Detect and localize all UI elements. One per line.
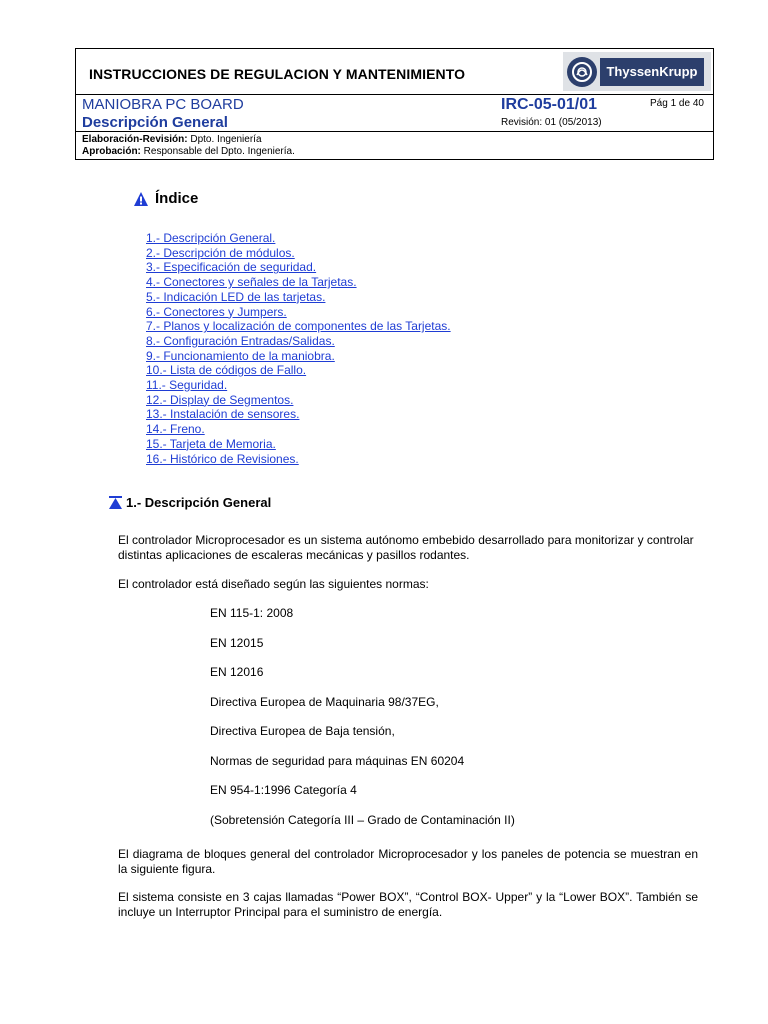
elaboracion-label: Elaboración-Revisión: xyxy=(82,134,188,145)
index-heading xyxy=(133,190,198,207)
aprobacion-line xyxy=(82,146,295,158)
toc-link-13[interactable]: 13.- Instalación de sensores. xyxy=(146,407,300,422)
table-of-contents xyxy=(146,231,451,466)
elaboracion-line xyxy=(82,134,295,146)
logo-emblem-icon xyxy=(567,57,597,87)
toc-link-16[interactable]: 16.- Histórico de Revisiones. xyxy=(146,451,299,466)
norm-item: Normas de seguridad para máquinas EN 60204 xyxy=(210,754,465,768)
warning-icon xyxy=(133,191,149,207)
document-main-title: INSTRUCCIONES DE REGULACION Y MANTENIMIENTO xyxy=(89,66,466,82)
section-1-heading xyxy=(109,495,271,510)
norm-item: EN 12015 xyxy=(210,636,264,650)
thyssenkrupp-logo xyxy=(563,52,711,91)
toc-link-11[interactable]: 11.- Seguridad. xyxy=(146,378,228,393)
norm-item: EN 954-1:1996 Categoría 4 xyxy=(210,783,357,797)
document-subtitle: MANIOBRA PC BOARD xyxy=(82,96,244,113)
document-code: IRC-05-01/01 xyxy=(501,96,598,113)
document-header xyxy=(75,48,714,160)
norm-item: EN 115-1: 2008 xyxy=(210,606,294,620)
section-1-heading-text: 1.- Descripción General xyxy=(126,495,272,510)
document-section-title: Descripción General xyxy=(82,114,228,131)
section-1-paragraph-2: El controlador está diseñado según las siguientes normas: xyxy=(118,577,429,591)
header-document-row xyxy=(76,94,713,132)
page-number: Pág 1 de 40 xyxy=(650,98,704,109)
aprobacion-value: Responsable del Dpto. Ingeniería. xyxy=(140,146,295,157)
toc-link-1[interactable]: 1.- Descripción General. xyxy=(146,231,276,245)
section-1-paragraph-1: El controlador Microprocesador es un sistema autónomo embebido desarrollado para monitorizar y controlar distintas aplicaciones de escaleras mecánicas y pasillos rodantes. xyxy=(118,533,694,562)
section-1-paragraph-3: El diagrama de bloques general del controlador Microprocesador y los paneles de potencia se muestran en la siguiente figura. xyxy=(118,847,698,876)
logo-wordmark: ThyssenKrupp xyxy=(600,58,704,86)
index-heading-text: Índice xyxy=(155,190,199,207)
aprobacion-label: Aprobación: xyxy=(82,146,141,157)
norm-item: Directiva Europea de Maquinaria 98/37EG, xyxy=(210,695,439,709)
elaboracion-value: Dpto. Ingeniería xyxy=(187,134,262,145)
toc-link-5[interactable]: 5.- Indicación LED de las tarjetas. xyxy=(146,289,326,304)
toc-link-10[interactable]: 10.- Lista de códigos de Fallo. xyxy=(146,363,307,378)
toc-link-4[interactable]: 4.- Conectores y señales de la Tarjetas. xyxy=(146,275,357,290)
norm-item: EN 12016 xyxy=(210,665,264,679)
toc-link-15[interactable]: 15.- Tarjeta de Memoria. xyxy=(146,436,276,451)
back-to-top-icon[interactable] xyxy=(109,496,122,509)
toc-link-12[interactable]: 12.- Display de Segmentos. xyxy=(146,392,294,407)
toc-link-8[interactable]: 8.- Configuración Entradas/Salidas. xyxy=(146,333,335,348)
toc-link-7[interactable]: 7.- Planos y localización de componentes de las Tarjetas. xyxy=(146,319,451,334)
toc-link-6[interactable]: 6.- Conectores y Jumpers. xyxy=(146,304,287,319)
toc-link-14[interactable]: 14.- Freno. xyxy=(146,422,205,437)
norm-item: (Sobretensión Categoría III – Grado de Contaminación II) xyxy=(210,813,515,827)
header-title-row xyxy=(76,49,713,94)
document-revision: Revisión: 01 (05/2013) xyxy=(501,117,602,128)
section-1-paragraph-4: El sistema consiste en 3 cajas llamadas “Power BOX”, “Control BOX- Upper” y la “Lower BOX”. También se incluye un Interruptor Principal para el suministro de energía. xyxy=(118,890,698,919)
toc-link-2[interactable]: 2.- Descripción de módulos. xyxy=(146,245,295,260)
norm-item: Directiva Europea de Baja tensión, xyxy=(210,724,395,738)
toc-link-9[interactable]: 9.- Funcionamiento de la maniobra. xyxy=(146,348,335,363)
header-approval-row xyxy=(82,134,295,158)
toc-link-3[interactable]: 3.- Especificación de seguridad. xyxy=(146,260,317,275)
